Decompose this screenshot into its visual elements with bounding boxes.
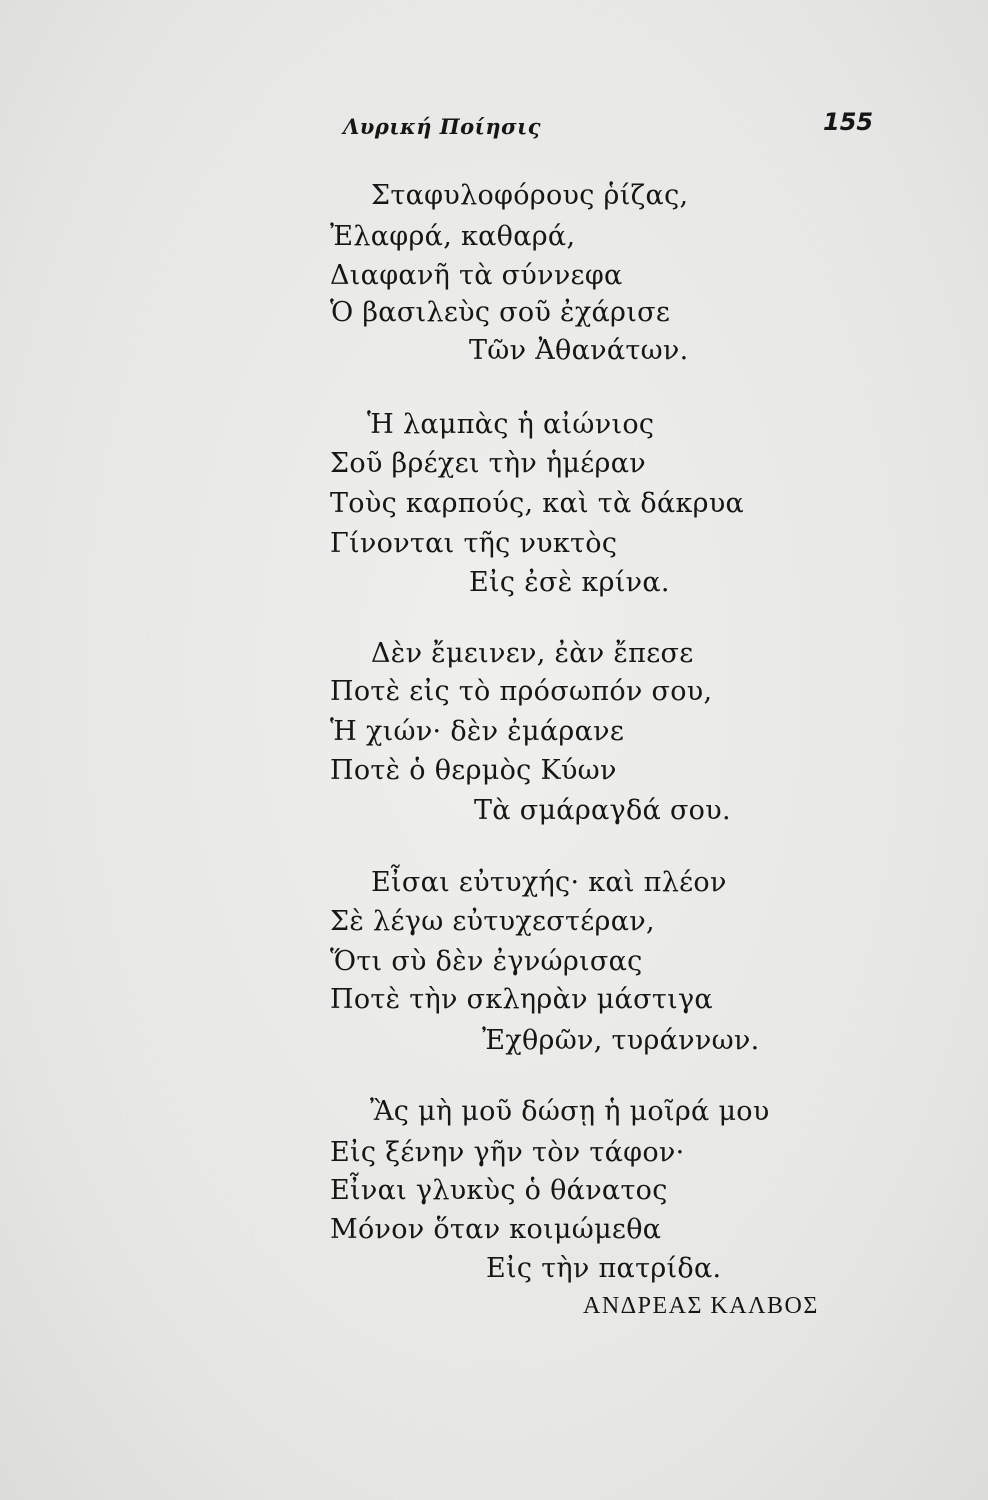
poem-line: Εἶσαι εὐτυχής· καὶ πλέον bbox=[371, 867, 727, 898]
poem-line: Εἰς ξένην γῆν τὸν τάφον· bbox=[330, 1137, 685, 1168]
poem-line: Ὅτι σὺ δὲν ἐγνώρισας bbox=[330, 946, 643, 977]
poem-line: Σταφυλοφόρους ῥίζας, bbox=[371, 180, 689, 211]
poem-line: Ἡ χιών· δὲν ἐμάρανε bbox=[330, 716, 625, 747]
poem-line: Σὲ λέγω εὐτυχεστέραν, bbox=[330, 906, 655, 937]
poem-line: Ἂς μὴ μοῦ δώσῃ ἡ μοῖρά μου bbox=[370, 1096, 770, 1127]
poem-line: Ποτὲ εἰς τὸ πρόσωπόν σου, bbox=[330, 676, 713, 707]
poem-line: Ἐχθρῶν, τυράννων. bbox=[482, 1025, 760, 1056]
author-signature: ΑΝΔΡΕΑΣ ΚΑΛΒΟΣ bbox=[583, 1293, 819, 1319]
page-number: 155 bbox=[823, 108, 874, 136]
poem-line: Μόνον ὅταν κοιμώμεθα bbox=[330, 1214, 662, 1245]
poem-line: Ποτὲ τὴν σκληρὰν μάστιγα bbox=[330, 984, 713, 1015]
poem-line: Ποτὲ ὁ θερμὸς Κύων bbox=[330, 755, 617, 786]
poem-line: Ὁ βασιλεὺς σοῦ ἐχάρισε bbox=[330, 297, 671, 328]
poem-line: Ἐλαφρά, καθαρά, bbox=[330, 221, 576, 252]
poem-line: Εἰς τὴν πατρίδα. bbox=[486, 1253, 722, 1284]
running-title: Λυρική Ποίησις bbox=[343, 114, 542, 139]
poem-line: Γίνονται τῆς νυκτὸς bbox=[330, 528, 618, 559]
poem-line: Ἡ λαμπὰς ἡ αἰώνιος bbox=[367, 409, 655, 440]
poem-line: Σοῦ βρέχει τὴν ἡμέραν bbox=[330, 448, 646, 479]
poem-line: Δὲν ἔμεινεν, ἐὰν ἔπεσε bbox=[371, 638, 694, 669]
poem-line: Διαφανῆ τὰ σύννεφα bbox=[330, 260, 623, 291]
poem-line: Τῶν Ἀθανάτων. bbox=[469, 335, 689, 366]
poem-line: Τοὺς καρπούς, καὶ τὰ δάκρυα bbox=[330, 488, 745, 519]
poem-line: Εἶναι γλυκὺς ὁ θάνατος bbox=[330, 1175, 668, 1206]
poem-line: Τὰ σμάραγδά σου. bbox=[474, 795, 731, 826]
poem-line: Εἰς ἐσὲ κρίνα. bbox=[469, 567, 670, 598]
